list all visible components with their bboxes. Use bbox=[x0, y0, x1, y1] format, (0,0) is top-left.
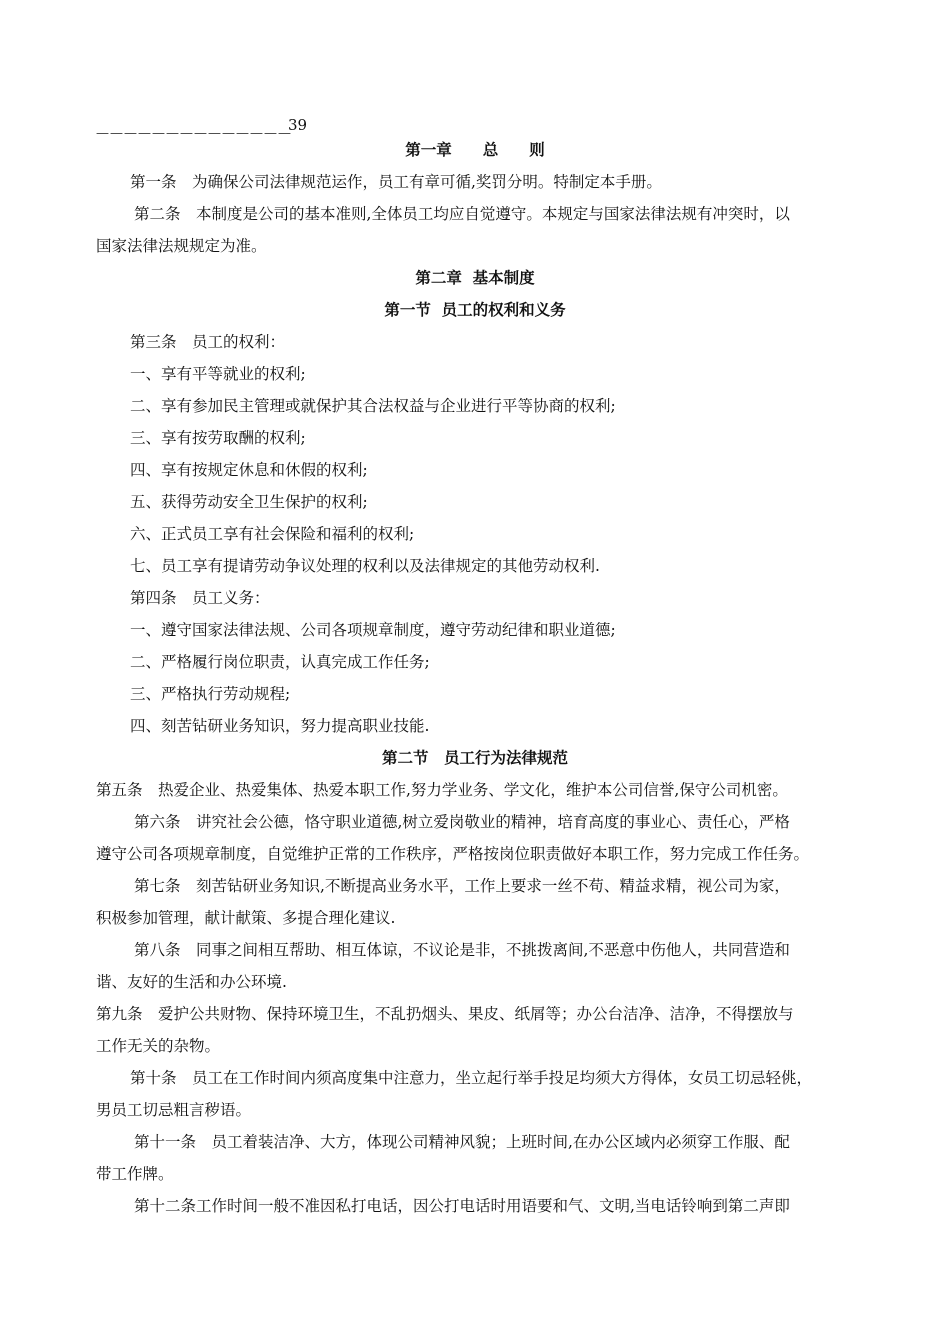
article-6-line-2: 遵守公司各项规章制度，自觉维护正常的工作秩序，严格按岗位职责做好本职工作，努力完成工作任务。 bbox=[96, 845, 810, 863]
article-10-line-2: 男员工切忌粗言秽语。 bbox=[96, 1101, 252, 1119]
article-9-line-2: 工作无关的杂物。 bbox=[96, 1037, 221, 1055]
article-5: 第五条 热爱企业、热爱集体、热爱本职工作,努力学业务、学文化，维护本公司信誉,保守公司机密。 bbox=[96, 781, 788, 799]
header-rule: —————————————— bbox=[96, 126, 292, 141]
rights-item: 一、享有平等就业的权利; bbox=[130, 365, 306, 383]
rights-item: 七、员工享有提请劳动争议处理的权利以及法律规定的其他劳动权利. bbox=[130, 557, 600, 575]
article-3: 第三条 员工的权利： bbox=[130, 333, 286, 351]
duties-item: 二、严格履行岗位职责，认真完成工作任务; bbox=[130, 653, 430, 671]
article-10-line-1: 第十条 员工在工作时间内须高度集中注意力，坐立起行举手投足均须大方得体，女员工切忌轻佻， bbox=[130, 1069, 813, 1087]
article-2-line-2: 国家法律法规规定为准。 bbox=[96, 237, 267, 255]
article-11-line-1: 第十一条 员工着装洁净、大方，体现公司精神风貌；上班时间,在办公区域内必须穿工作服、配 bbox=[134, 1133, 790, 1151]
duties-item: 四、刻苦钻研业务知识，努力提高职业技能. bbox=[130, 717, 430, 735]
rights-item: 五、获得劳动安全卫生保护的权利; bbox=[130, 493, 368, 511]
article-7-line-2: 积极参加管理，献计献策、多提合理化建议. bbox=[96, 909, 396, 927]
article-2-line-1: 第二条 本制度是公司的基本准则,全体员工均应自觉遵守。本规定与国家法律法规有冲突时，以 bbox=[134, 205, 790, 223]
duties-item: 三、严格执行劳动规程; bbox=[130, 685, 291, 703]
section-2-title: 第二节 员工行为法律规范 bbox=[381, 748, 568, 767]
article-11-line-2: 带工作牌。 bbox=[96, 1165, 174, 1183]
page-number: 39 bbox=[288, 116, 308, 134]
article-8-line-2: 谐、友好的生活和办公环境. bbox=[96, 973, 287, 991]
rights-item: 四、享有按规定休息和休假的权利; bbox=[130, 461, 368, 479]
article-7-line-1: 第七条 刻苦钻研业务知识,不断提高业务水平，工作上要求一丝不苟、精益求精，视公司为家， bbox=[134, 877, 790, 895]
article-1: 第一条 为确保公司法律规范运作，员工有章可循,奖罚分明。特制定本手册。 bbox=[130, 173, 662, 191]
rights-item: 二、享有参加民主管理或就保护其合法权益与企业进行平等协商的权利; bbox=[130, 397, 616, 415]
article-12-line-1: 第十二条工作时间一般不准因私打电话，因公打电话时用语要和气、文明,当电话铃响到第二声即 bbox=[134, 1197, 790, 1215]
duties-item: 一、遵守国家法律法规、公司各项规章制度，遵守劳动纪律和职业道德; bbox=[130, 621, 616, 639]
article-4: 第四条 员工义务： bbox=[130, 589, 270, 607]
rights-item: 六、正式员工享有社会保险和福利的权利; bbox=[130, 525, 415, 543]
article-8-line-1: 第八条 同事之间相互帮助、相互体谅，不议论是非，不挑拨离间,不恶意中伤他人，共同营造和 bbox=[134, 941, 790, 959]
chapter-2-title: 第二章 基本制度 bbox=[415, 268, 535, 287]
rights-item: 三、享有按劳取酬的权利; bbox=[130, 429, 306, 447]
section-1-title: 第一节 员工的权利和义务 bbox=[384, 300, 566, 319]
article-6-line-1: 第六条 讲究社会公德，恪守职业道德,树立爱岗敬业的精神，培育高度的事业心、责任心，严格 bbox=[134, 813, 790, 831]
article-9-line-1: 第九条 爱护公共财物、保持环境卫生，不乱扔烟头、果皮、纸屑等；办公台洁净、洁净，不得摆放与 bbox=[96, 1005, 794, 1023]
chapter-1-title: 第一章 总 则 bbox=[405, 140, 545, 159]
